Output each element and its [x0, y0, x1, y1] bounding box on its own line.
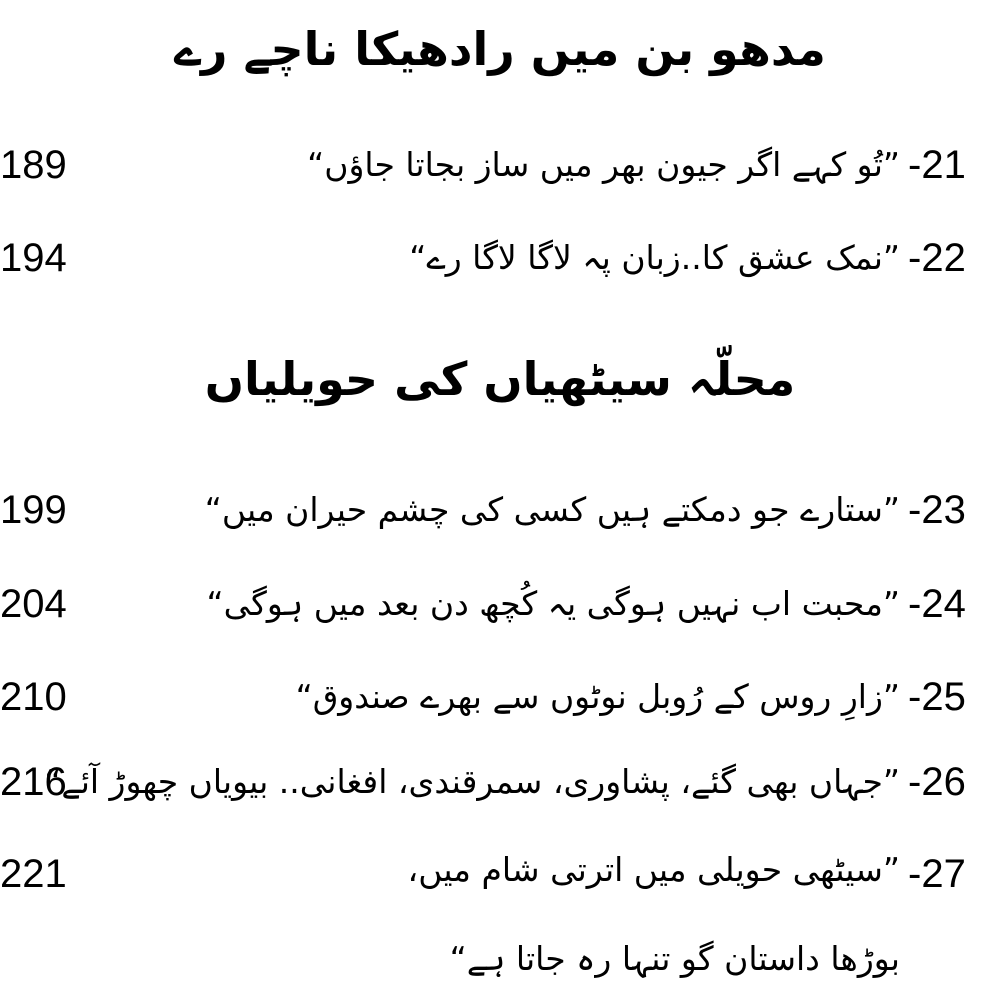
- page-number: 204: [0, 582, 67, 626]
- entry-number: -26: [908, 760, 966, 804]
- entry-number: -27: [908, 852, 966, 896]
- entry-title: ”ستارے جو دمکتے ہیں کسی کی چشم حیران میں“: [204, 490, 900, 529]
- entry-title: ”نمک عشق کا..زبان پہ لاگا لاگا رے“: [409, 238, 900, 277]
- entry-number: -25: [908, 675, 966, 719]
- entry-number: -23: [908, 488, 966, 532]
- entry-title: ”محبت اب نہیں ہوگی یہ کُچھ دن بعد میں ہوگی“: [206, 584, 900, 623]
- page-number: 194: [0, 236, 67, 280]
- entry-title: ”تُو کہے اگر جیون بھر میں ساز بجاتا جاؤں“: [307, 145, 900, 184]
- entry-title-continuation: بوڑھا داستان گو تنہا رہ جاتا ہے“: [449, 939, 900, 978]
- page-number: 216: [0, 760, 67, 804]
- entry-title: ”زارِ روس کے رُوبل نوٹوں سے بھرے صندوق“: [295, 677, 900, 716]
- page-number: 210: [0, 675, 67, 719]
- entry-number: -24: [908, 582, 966, 626]
- section-heading: محلّہ سیٹھیاں کی حویلیاں: [204, 352, 796, 406]
- entry-title: ”سیٹھی حویلی میں اترتی شام میں،: [407, 850, 900, 889]
- page-number: 221: [0, 852, 67, 896]
- entry-number: -21: [908, 143, 966, 187]
- section-heading: مدھو بن میں رادھیکا ناچے رے: [174, 22, 826, 76]
- entry-number: -22: [908, 236, 966, 280]
- entry-title: ”جہاں بھی گئے، پشاوری، سمرقندی، افغانی.. بیویاں چھوڑ آئے“: [44, 762, 900, 801]
- page-number: 189: [0, 143, 67, 187]
- page-number: 199: [0, 488, 67, 532]
